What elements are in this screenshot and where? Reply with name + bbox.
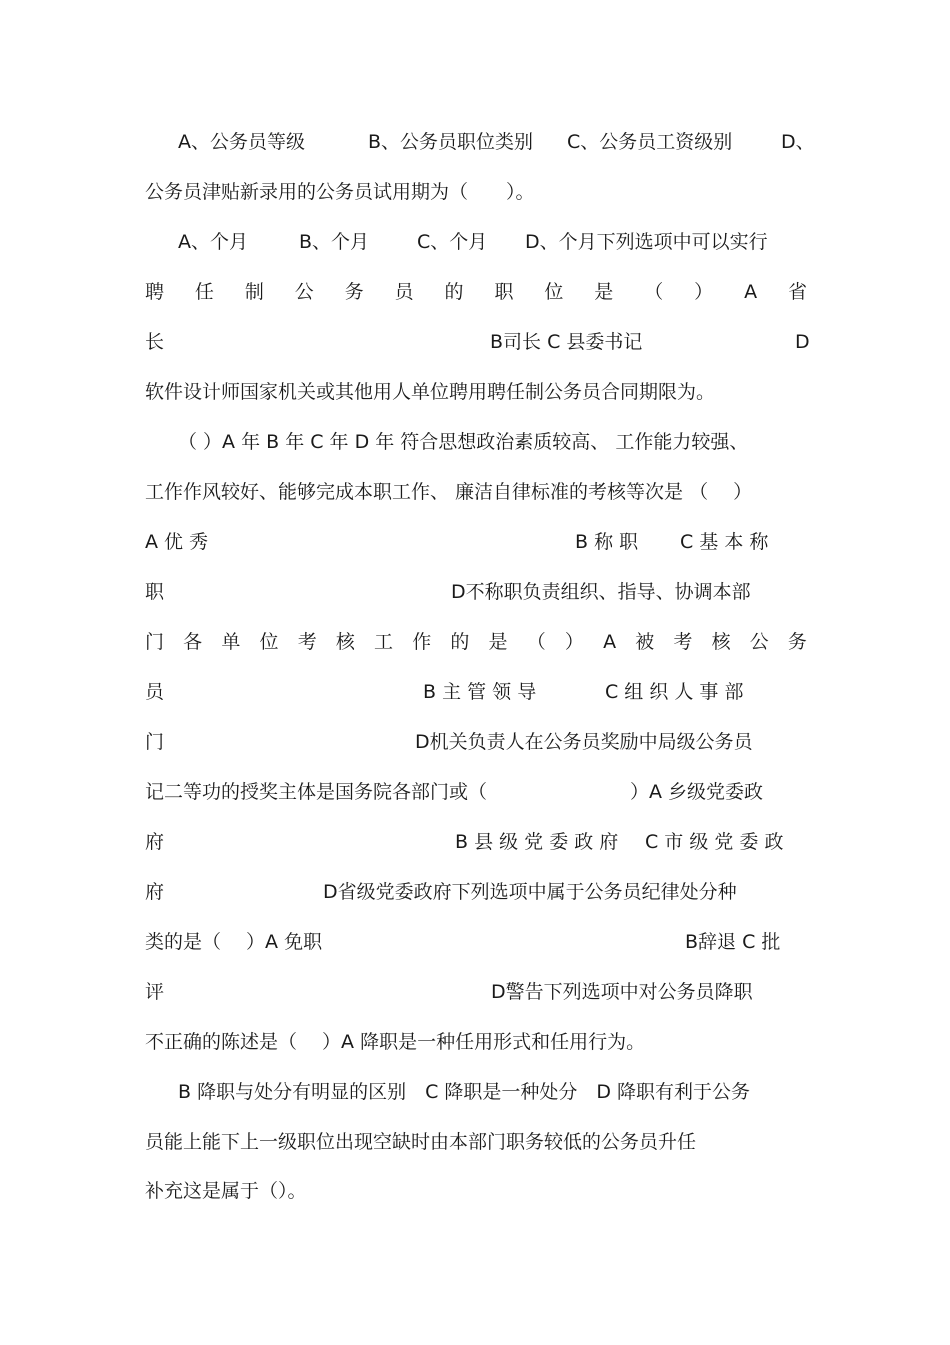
option-c: C 市 级 党 委 政 <box>645 831 784 853</box>
text-char: ） <box>694 281 714 303</box>
option-a: A、个月 <box>178 231 248 253</box>
option-c: C 基 本 称 <box>680 531 769 553</box>
text-segment: 记二等功的授奖主体是国务院各部门或（ <box>145 781 488 803</box>
text-char: 公 <box>294 281 314 303</box>
text-segment: 职 <box>145 581 165 603</box>
option-d: D省级党委政府下列选项中属于公务员纪律处分种 <box>323 881 737 903</box>
text-char: 作 <box>412 631 432 653</box>
text-segment: 府 <box>145 881 165 903</box>
text-segment: 工作作风较好、能够完成本职工作、 廉洁自律标准的考核等次是 （ ） <box>145 481 753 503</box>
text-char: 的 <box>450 631 470 653</box>
option-d: D、个月下列选项中可以实行 <box>525 231 768 253</box>
text-line <box>145 377 807 407</box>
text-segment: 府 <box>145 831 165 853</box>
text-segment: 员 <box>145 681 165 703</box>
text-segment: 软件设计师国家机关或其他用人单位聘用聘任制公务员合同期限为。 <box>145 381 716 403</box>
option-d: D、 <box>781 131 815 153</box>
text-segment: 类的是（ ）A 免职 <box>145 931 323 953</box>
text-segment: B司长 C 县委书记 <box>490 331 643 353</box>
text-char: 员 <box>394 281 414 303</box>
text-segment: 评 <box>145 981 165 1003</box>
option-a: A、公务员等级 <box>178 131 305 153</box>
text-char: 位 <box>544 281 564 303</box>
text-char: 各 <box>183 631 203 653</box>
text-segment: D <box>795 331 810 353</box>
text-char: 单 <box>221 631 241 653</box>
text-line <box>145 927 807 957</box>
text-char: 位 <box>259 631 279 653</box>
text-line <box>145 1127 807 1157</box>
text-char: A <box>603 631 617 653</box>
text-segment: 员能上能下上一级职位出现空缺时由本部门职务较低的公务员升任 <box>145 1131 697 1153</box>
text-line <box>178 227 807 257</box>
text-char: 制 <box>244 281 264 303</box>
option-c: C、个月 <box>417 231 488 253</box>
text-segment: 公务员津贴新录用的公务员试用期为（ ）。 <box>145 181 535 203</box>
text-line <box>145 527 807 557</box>
text-line <box>145 977 807 1007</box>
text-line <box>145 277 807 307</box>
text-line <box>145 627 807 657</box>
text-char: （ <box>526 631 546 653</box>
text-char: 聘 <box>145 281 165 303</box>
text-char: 核 <box>335 631 355 653</box>
text-char: 是 <box>488 631 508 653</box>
text-line <box>145 1027 807 1057</box>
text-char: 省 <box>787 281 807 303</box>
option-d: D警告下列选项中对公务员降职 <box>491 981 753 1003</box>
text-line <box>145 577 807 607</box>
option-b: B、公务员职位类别 <box>368 131 534 153</box>
text-line <box>145 477 807 507</box>
option-c: C 组 织 人 事 部 <box>605 681 744 703</box>
text-line <box>145 877 807 907</box>
option-b: B辞退 C 批 <box>685 931 781 953</box>
text-char: 考 <box>673 631 693 653</box>
text-line <box>178 127 815 157</box>
text-char: A <box>744 281 758 303</box>
option-d: D不称职负责组织、指导、协调本部 <box>451 581 751 603</box>
text-char: 公 <box>749 631 769 653</box>
text-char: 门 <box>145 631 165 653</box>
text-line <box>145 727 807 757</box>
option-b: B 县 级 党 委 政 府 <box>455 831 619 853</box>
option-c: C、公务员工资级别 <box>567 131 733 153</box>
option-a: ）A 乡级党委政 <box>630 781 764 803</box>
text-char: 核 <box>711 631 731 653</box>
option-b: B、个月 <box>299 231 370 253</box>
text-char: 的 <box>444 281 464 303</box>
text-char: （ <box>644 281 664 303</box>
text-line <box>145 1176 807 1206</box>
text-line <box>145 327 810 357</box>
text-char: 务 <box>787 631 807 653</box>
text-line <box>178 427 807 457</box>
text-segment: 补充这是属于（）。 <box>145 1180 307 1202</box>
option-b: B 主 管 领 导 <box>423 681 537 703</box>
text-char: 是 <box>594 281 614 303</box>
text-segment: 长 <box>145 331 165 353</box>
text-line <box>145 677 807 707</box>
text-line <box>145 177 807 207</box>
text-char: 任 <box>194 281 214 303</box>
text-char: 考 <box>297 631 317 653</box>
text-segment: （ ）A 年 B 年 C 年 D 年 符合思想政治素质较高、 工作能力较强、 <box>178 431 749 453</box>
text-segment: 门 <box>145 731 165 753</box>
text-line <box>145 827 807 857</box>
option-b: B 称 职 <box>575 531 639 553</box>
option-a: A 优 秀 <box>145 531 209 553</box>
text-line <box>178 1077 807 1107</box>
text-segment: 不正确的陈述是（ ）A 降职是一种任用形式和任用行为。 <box>145 1031 646 1053</box>
text-char: ） <box>564 631 584 653</box>
text-char: 工 <box>374 631 394 653</box>
text-line <box>145 777 807 807</box>
text-char: 被 <box>635 631 655 653</box>
text-char: 职 <box>494 281 514 303</box>
option-d: D机关负责人在公务员奖励中局级公务员 <box>415 731 753 753</box>
text-char: 务 <box>344 281 364 303</box>
text-segment: B 降职与处分有明显的区别 C 降职是一种处分 D 降职有利于公务 <box>178 1081 751 1103</box>
